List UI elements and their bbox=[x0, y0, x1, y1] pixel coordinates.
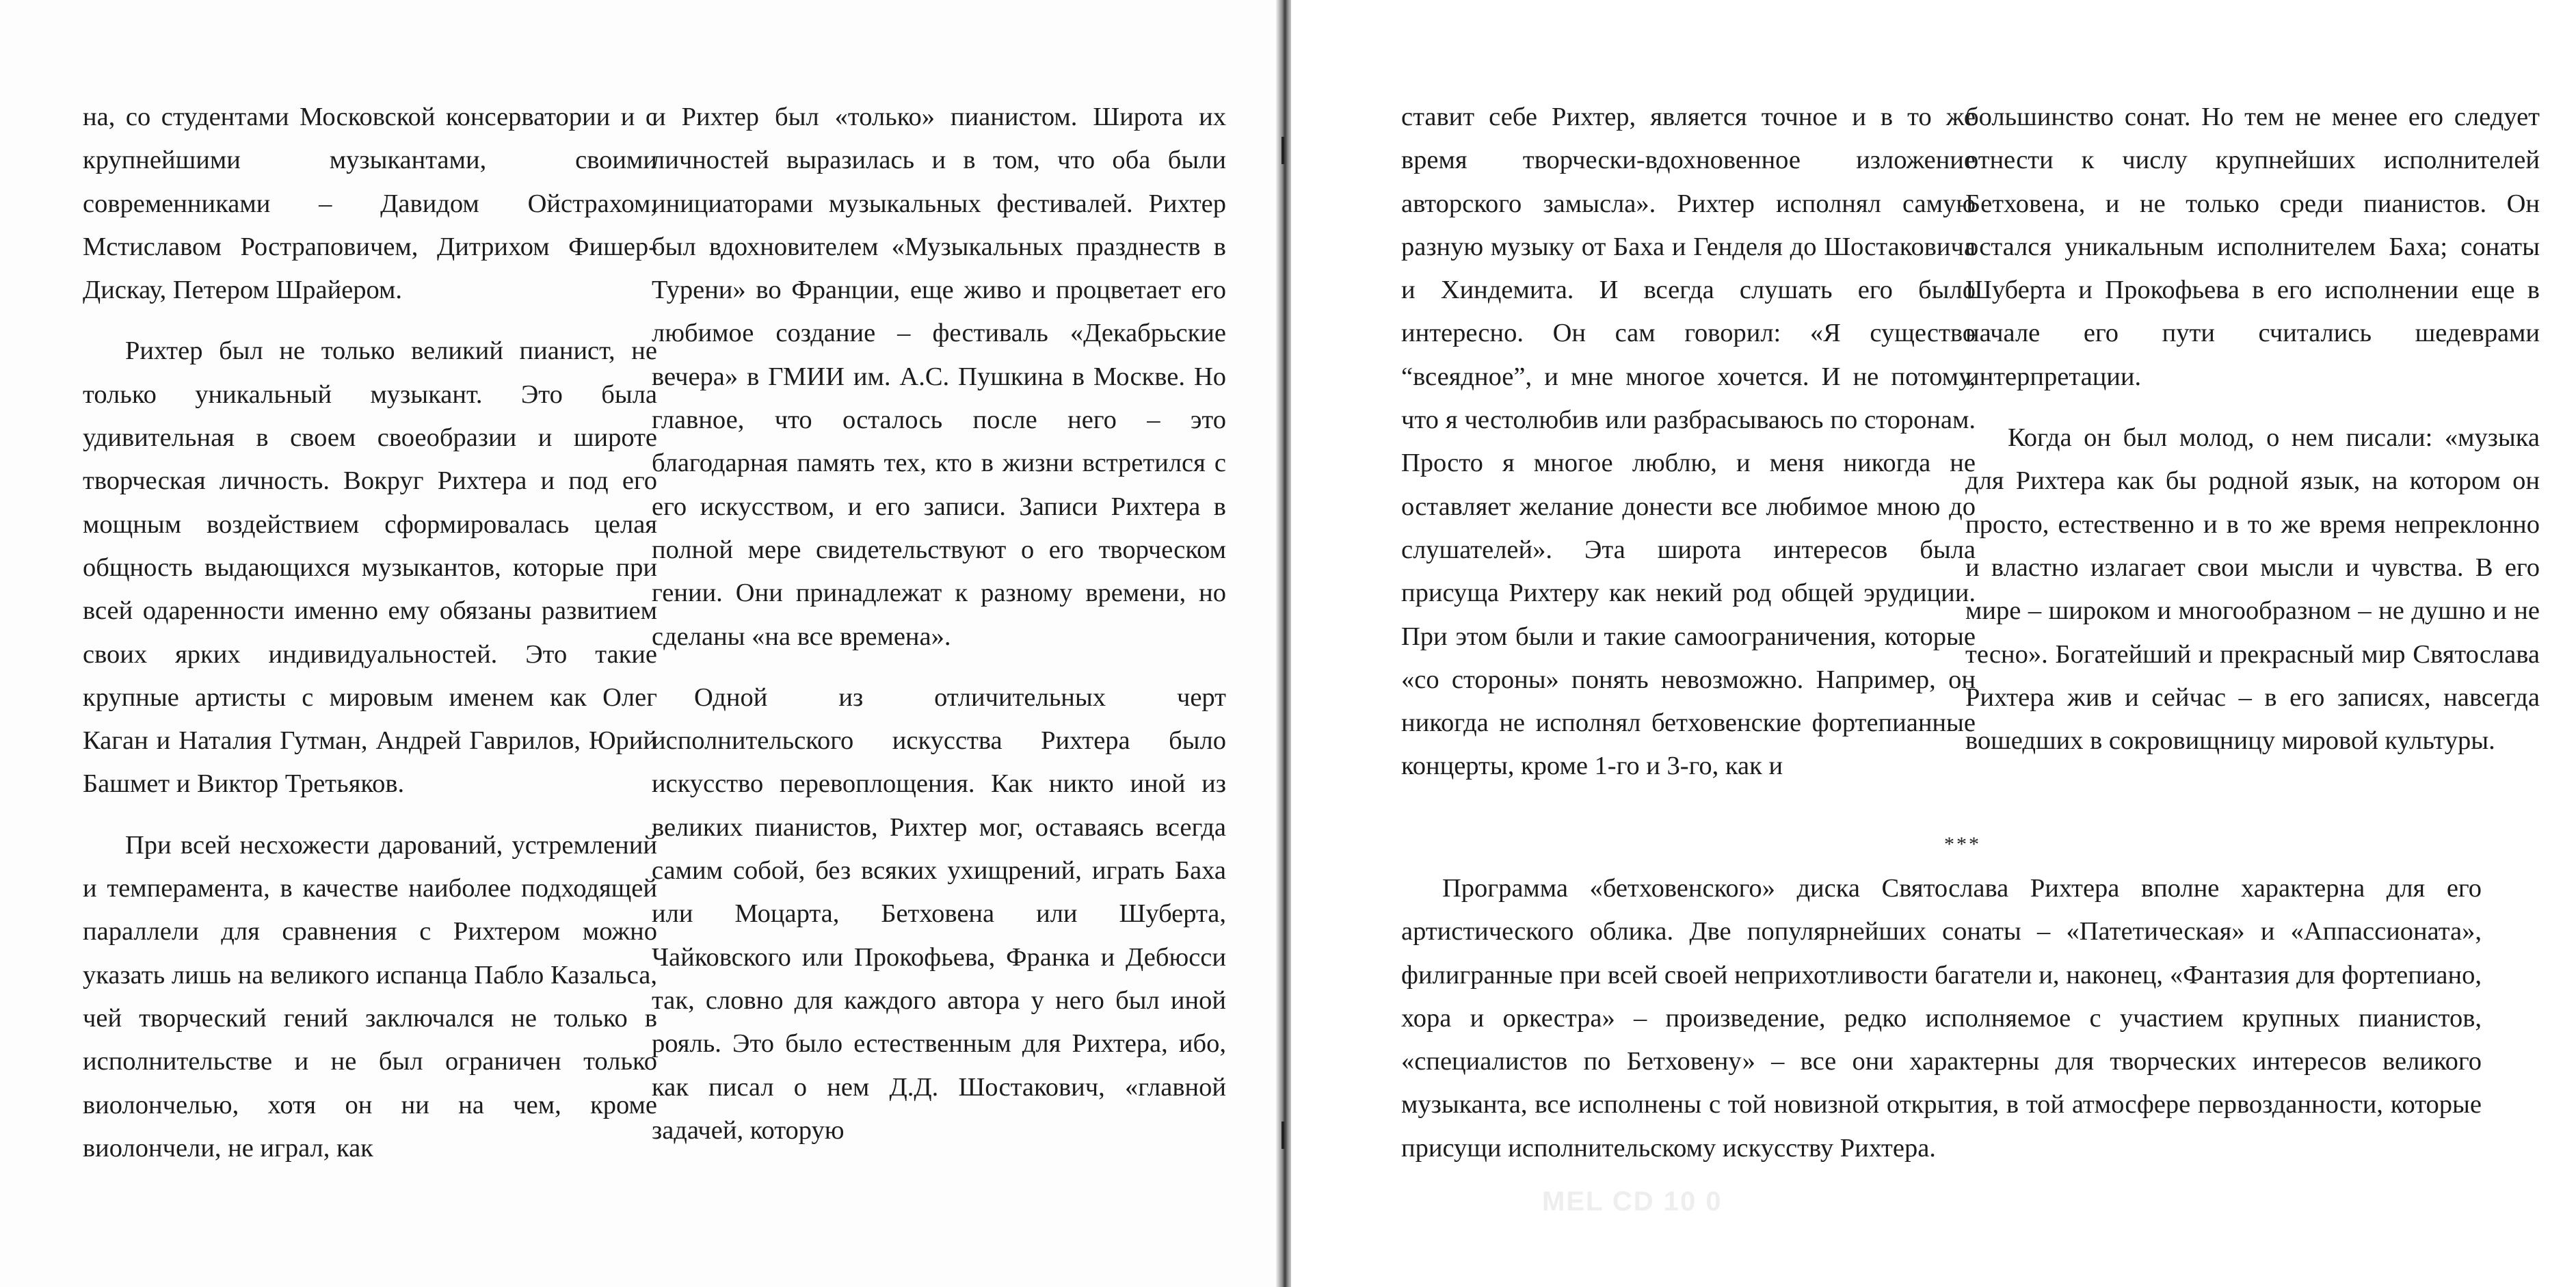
paragraph: Одной из отличительных черт исполнительского искусства Рихтера было искусство перевоплощения. Как никто иной из великих пианистов, Рихтер мог, оставаясь всегда самим собой, без всяких ухищрений, играть Баха или Моцарта, Бетховена или Шуберта, Чайковского или Прокофьева, Франка и Дебюсси так, словно для каждого автора у него был иной рояль. Это было естественным для Рихтера, ибо, как писал о нем Д.Д. Шостакович, «главной задачей, которую bbox=[652, 682, 1226, 1145]
paragraph: При всей несхожести дарований, устремлений и темперамента, в качестве наиболее подходящей параллели для сравнения с Рихтером можно указать лишь на великого испанца Пабло Казальса, чей творческий гений заключался не только в исполнительстве и не был ограничен только виолончелью, хотя он ни на чем, кроме виолончели, не играл, как bbox=[83, 830, 657, 1163]
left-page-column-1 bbox=[83, 96, 657, 1170]
paragraph: большинство сонат. Но тем не менее его следует отнести к числу крупнейших исполнителей Бетховена, и не только среди пианистов. Он остался уникальным исполнителем Баха; сонаты Шуберта и Прокофьева в его исполнении еще в начале его пути считались шедеврами интерпретации. bbox=[1965, 103, 2540, 391]
section-separator: *** bbox=[1944, 833, 1981, 855]
staple-mark bbox=[1282, 137, 1284, 164]
paragraph: Когда он был молод, о нем писали: «музыка для Рихтера как бы родной язык, на котором он просто, естественно и в то же время непреклонно и властно излагает свои мысли и чувства. В его мире – широком и многообразном – не душно и не тесно». Богатейший и прекрасный мир Святослава Рихтера жив и сейчас – в его записях, навсегда вошедших в сокровищницу мировой культуры. bbox=[1965, 423, 2540, 756]
paragraph: Программа «бетховенского» диска Святослава Рихтера вполне характерна для его артистического облика. Две популярнейших сонаты – «Патетическая» и «Аппассионата», филигранные при всей своей неприхотливости багатели и, наконец, «Фантазия для фортепиано, хора и оркестра» – произведение, редко исполняемое с участием крупных пианистов, «специалистов по Бетховену» – все они характерны для творческих интересов великого музыканта, все исполнены с той новизной открытия, в той атмосфере первозданности, которые присущи исполнительскому искусству Рихтера. bbox=[1401, 874, 2482, 1163]
left-page bbox=[0, 0, 1279, 1287]
paragraph: Рихтер был не только великий пианист, не только уникальный музыкант. Это была удивительная в своем своеобразии и широте творческая личность. Вокруг Рихтера и под его мощным воздействием сформировалась целая общность выдающихся музыкантов, которые при всей одаренности именно ему обязаны развитием своих ярких индивидуальностей. Это такие крупные артисты с мировым именем как Олег Каган и Наталия Гутман, Андрей Гаврилов, Юрий Башмет и Виктор Третьяков. bbox=[83, 336, 657, 799]
paragraph: и Рихтер был «только» пианистом. Широта их личностей выразилась и в том, что оба были инициаторами музыкальных фестивалей. Рихтер был вдохновителем «Музыкальных празднеств в Турени» во Франции, еще живо и процветает его любимое создание – фестиваль «Декабрьские вечера» в ГМИИ им. А.С. Пушкина в Москве. Но главное, что осталось после него – это благодарная память тех, кто в жизни встретился с его искусством, и его записи. Записи Рихтера в полной мере свидетельствуют о его творческом гении. Они принадлежат к разному времени, но сделаны «на все времена». bbox=[652, 103, 1226, 651]
right-page-column-2 bbox=[1965, 96, 2540, 762]
right-page-column-1 bbox=[1401, 96, 1976, 788]
paragraph: ставит себе Рихтер, является точное и в то же время творчески-вдохновенное изложение авторского замысла». Рихтер исполнял самую разную музыку от Баха и Генделя до Шостаковича и Хиндемита. И всегда слушать его было интересно. Он сам говорил: «Я существо “всеядное”, и мне многое хочется. И не потому, что я честолюбив или разбрасываюсь по сторонам. Просто я многое люблю, и меня никогда не оставляет желание донести все любимое мною до слушателей». Эта широта интересов была присуща Рихтеру как некий род общей эрудиции. При этом были и такие самоограничения, которые «со стороны» понять невозможно. Например, он никогда не исполнял бетховенские фортепианные концерты, кроме 1-го и 3-го, как и bbox=[1401, 103, 1976, 781]
staple-mark bbox=[1282, 1122, 1284, 1149]
paragraph: на, со студентами Московской консерватории и с крупнейшими музыкантами, своими современниками – Давидом Ойстрахом, Мстиславом Ростраповичем, Дитрихом Фишер-Дискау, Петером Шрайером. bbox=[83, 103, 657, 305]
catalog-number-watermark: MEL CD 10 0 bbox=[1542, 1186, 1723, 1217]
program-description bbox=[1401, 867, 2482, 1170]
left-page-column-2 bbox=[652, 96, 1226, 1152]
